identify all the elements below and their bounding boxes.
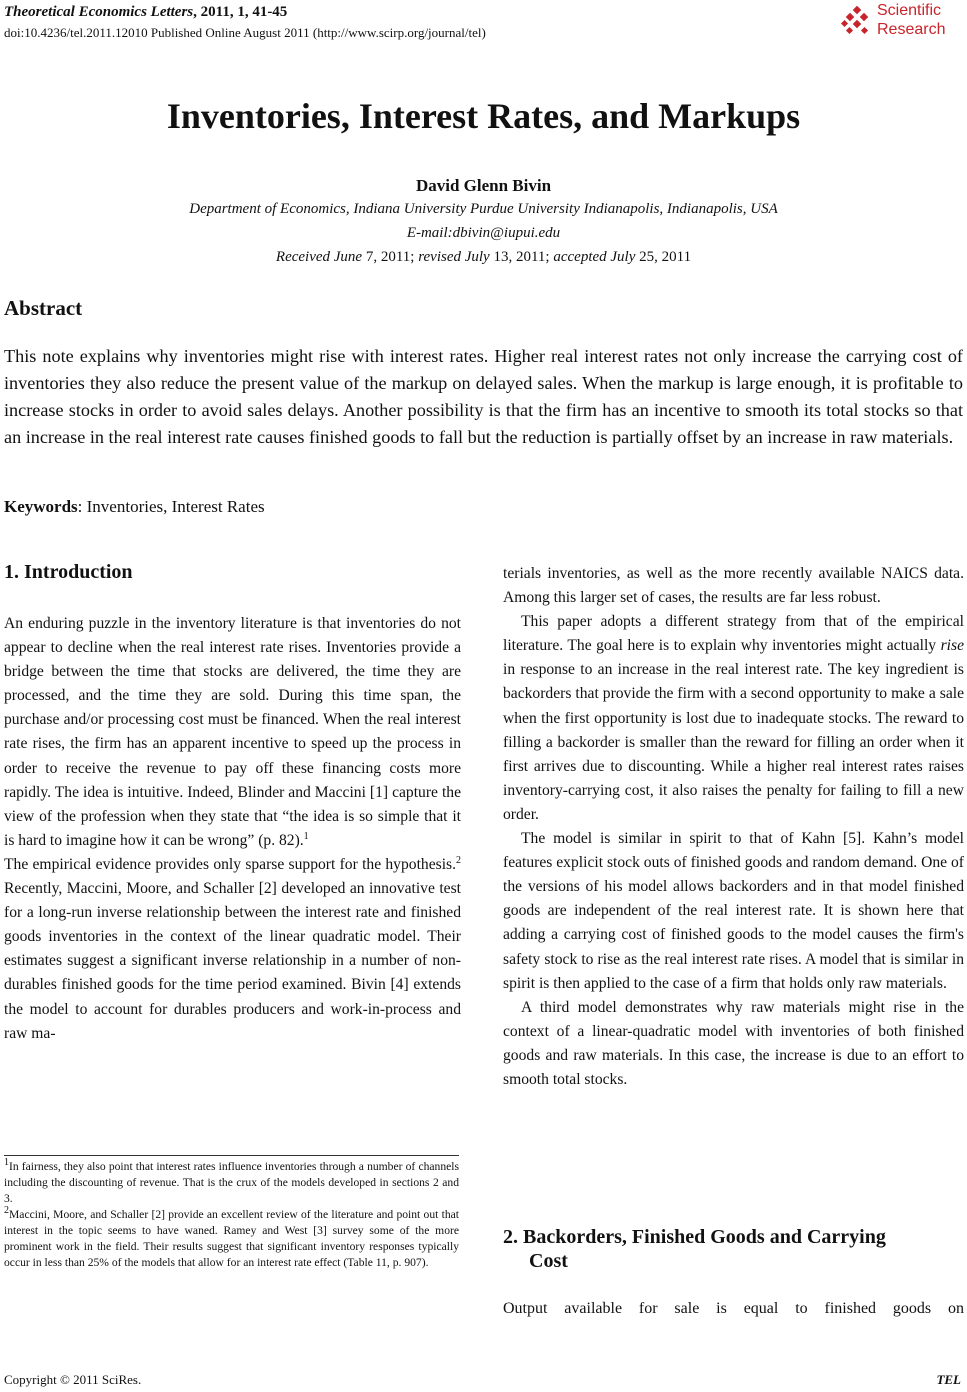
journal-name: Theoretical Economics Letters	[4, 4, 194, 20]
journal-citation	[4, 4, 287, 21]
publisher-logo	[841, 2, 961, 48]
author-email[interactable]: E-mail:dbivin@iupui.edu	[406, 225, 561, 241]
publisher-logo-icon	[841, 6, 873, 38]
accepted-label: accepted July	[553, 249, 636, 265]
footnote-1	[4, 1159, 459, 1207]
footnote-2-mark: 2	[4, 1205, 9, 1217]
footnote-1-mark: 1	[4, 1157, 9, 1169]
keywords-label: Keywords	[4, 497, 78, 516]
right-paragraph-2-text-a: This paper adopts a different strategy from that of the empirical literature. The goal here is to explain why inventories might actually	[503, 613, 964, 655]
copyright-notice: Copyright © 2011 SciRes.	[4, 1372, 142, 1387]
intro-paragraph-1	[4, 612, 461, 853]
logo-text-scientific: Scientific	[877, 2, 942, 19]
right-paragraph-2-text-b: in response to an increase in the real interest rate. The key ingredient is backorders that provide the firm with a second opportunity to make a sale when the first opportunity is lost due to inadequate stocks. The reward to filling a backorder is smaller than the reward for filling an order when it first arrives due to discounting. While a higher real interest rates raises inventory-carrying cost, it also raises the penalty for failing to fill a new order.	[503, 661, 964, 823]
footnote-2-text: Maccini, Moore, and Schaller [2] provide an excellent review of the literature and point out that interest in the topic seems to have waned. Ramey and West [3] survey some of the more prominent work in the field. Their results suggest that significant inventory responses typically occur in less than 25% of the models that allow for an interest rate effect (Table 11, p. 907).	[4, 1208, 459, 1269]
section-heading-backorders	[503, 1225, 964, 1273]
right-paragraph-3: The model is similar in spirit to that of Kahn [5]. Kahn’s model features explicit stock outs of finished goods and random demand. One of the versions of his model allows backorders and in that model finished goods are independent of the real interest rate. It is shown here that adding a carrying cost of finished goods to the model causes the firm's safety stock to rise as the real interest rate rises. A model that is similar in spirit is then applied to the case of a firm that holds only raw materials.	[503, 830, 964, 992]
left-column	[4, 612, 461, 1046]
revised-date: 13, 2011;	[489, 249, 554, 265]
abstract-text: This note explains why inventories might rise with interest rates. Higher real interest rates not only increase the carrying cost of inventories they also reduce the present value of the markup on delayed sales. When the markup is large enough, it is profitable to increase stocks in order to avoid sales delays. Another possibility is that the firm has an incentive to smooth its total stocks so that an increase in the real interest rate causes finished goods to fall but the reduction is partially offset by an increase in raw materials.	[4, 346, 963, 447]
journal-abbreviation: TEL	[936, 1372, 961, 1387]
abstract-heading: Abstract	[4, 296, 83, 320]
author-affiliation: Department of Economics, Indiana University Purdue University Indianapolis, Indianapolis, USA	[189, 201, 778, 217]
footnotes	[4, 1159, 459, 1271]
intro-paragraph-2	[4, 853, 461, 1046]
keywords-text: : Inventories, Interest Rates	[77, 497, 265, 516]
publication-dates	[0, 249, 967, 266]
received-label: Received June	[275, 249, 363, 265]
footnote-divider	[4, 1155, 459, 1156]
section2-paragraph: Output available for sale is equal to finished goods on	[503, 1300, 964, 1317]
section-heading-backorders-line1: 2. Backorders, Finished Goods and Carrying	[503, 1226, 886, 1248]
footnote-1-text: In fairness, they also point that interest rates influence inventories through a number of channels including the discounting of revenue. That is the crux of the models developed in sections 2 and 3.	[4, 1160, 459, 1205]
footnote-2	[4, 1207, 459, 1271]
right-paragraph-1: terials inventories, as well as the more recently available NAICS data. Among this larger set of cases, the results are far less robust.	[503, 565, 964, 607]
right-paragraph-2-emphasis: rise	[940, 637, 964, 655]
intro-paragraph-2-text-a: The empirical evidence provides only sparse support for the hypothesis.	[4, 855, 456, 873]
right-column	[503, 562, 964, 1092]
intro-paragraph-2-text-b: Recently, Maccini, Moore, and Schaller [2] developed an innovative test for a long-run inverse relationship between the interest rate and finished goods inventories in the context of the linear quadratic model. Their estimates suggest a significant inverse relationship in a number of non-durables finished goods for the time period examined. Bivin [4] extends the model to account for durables producers and work-in-process and raw ma-	[4, 880, 461, 1042]
logo-text-research: Research	[877, 21, 946, 38]
received-date: 7, 2011;	[362, 249, 419, 265]
section-heading-introduction: 1. Introduction	[4, 561, 133, 583]
right-paragraph-4: A third model demonstrates why raw materials might rise in the context of a linear-quadratic model with inventories of both finished goods and raw materials. In this case, the increase is due to an effort to smooth total stocks.	[503, 998, 964, 1088]
section-heading-backorders-line2: Cost	[529, 1250, 568, 1272]
right-paragraph-2	[503, 610, 964, 827]
accepted-date: 25, 2011	[635, 249, 692, 265]
footnote-ref-2[interactable]: 2	[456, 854, 461, 866]
intro-paragraph-1-text: An enduring puzzle in the inventory literature is that inventories do not appear to decline when the real interest rate rises. Inventories provide a bridge between the time that stocks are delivered, the time they are processed, and the time they are sold. During this time span, the purchase and/or processing cost must be financed. When the real interest rate rises, the firm has an apparent incentive to speed up the process in order to receive the revenue to pay off these financing costs more rapidly. The idea is intuitive. Indeed, Blinder and Maccini [1] capture the view of the profession when they state that “the idea is so simple that it is hard to imagine how it can be wrong” (p. 82).	[4, 615, 461, 849]
footnote-ref-1[interactable]: 1	[303, 830, 309, 842]
paper-title: Inventories, Interest Rates, and Markups	[166, 96, 801, 136]
revised-label: revised July	[418, 249, 490, 265]
doi-line[interactable]: doi:10.4236/tel.2011.12010 Published Online August 2011 (http://www.scirp.org/journal/tel)	[4, 25, 486, 40]
journal-volume-pages: , 2011, 1, 41-45	[193, 4, 288, 20]
author-name: David Glenn Bivin	[415, 176, 552, 195]
keywords	[4, 497, 265, 517]
